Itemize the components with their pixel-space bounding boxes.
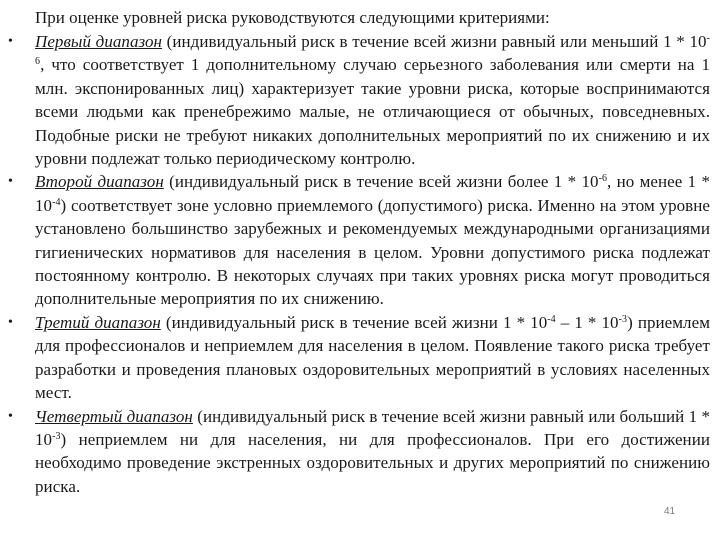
bullet-icon: •	[8, 34, 13, 49]
criteria-text: – 1 * 10	[555, 312, 619, 332]
criteria-term: Третий диапазон	[35, 312, 161, 332]
criteria-item-second	[8, 170, 710, 310]
criteria-list	[8, 30, 710, 498]
criteria-item-fourth	[8, 405, 710, 499]
criteria-text: , что соответствует 1 дополнительному случаю серьезного заболевания или смерти на 1 млн. экспонированных лиц) характеризует такие уровни риска, которые воспринимаются всеми людьми как пренебрежимо малые, не отличающиеся от обычных, повседневных. Подобные риски не требуют никаких дополнительных мероприятий по их снижению и их уровни подлежат только периодическому контролю.	[35, 55, 710, 169]
criteria-text: ) неприемлем ни для населения, ни для профессионалов. При его достижении необходимо проведение экстренных оздоровительных и других мероприятий по снижению риска.	[35, 429, 710, 496]
criteria-text: ) соответствует зоне условно приемлемого (допустимого) риска. Именно на этом уровне установлено большинство зарубежных и рекомендуемых международными организациями гигиенических нормативов для населения в целом. Уровни допустимого риска подлежат постоянному контролю. В некоторых случаях при таких уровнях риска могут проводиться дополнительные мероприятия по их снижению.	[35, 195, 710, 309]
criteria-text: (индивидуальный риск в течение всей жизни равный или больший 1 * 10	[35, 406, 710, 449]
criteria-text: ) приемлем для профессионалов и неприемлем для населения в целом. Появление такого риска требует разработки и проведения плановых оздоровительных мероприятий в условиях населенных мест.	[35, 312, 710, 403]
criteria-text: (индивидуальный риск в течение всей жизни 1 * 10	[160, 312, 548, 332]
criteria-text: , но менее 1 * 10	[35, 172, 710, 215]
criteria-item-first	[8, 30, 710, 170]
criteria-text: (индивидуальный риск в течение всей жизни более 1 * 10	[163, 172, 599, 192]
exponent: -3	[52, 430, 61, 442]
criteria-term: Четвертый диапазон	[35, 406, 193, 426]
page-number: 41	[664, 506, 676, 517]
intro-text: При оценке уровней риска руководствуются следующими критериями:	[35, 8, 550, 27]
bullet-icon: •	[8, 314, 13, 330]
exponent: -4	[547, 313, 556, 325]
criteria-term: Первый диапазон	[35, 32, 163, 51]
criteria-term: Второй диапазон	[35, 172, 164, 192]
criteria-text: (индивидуальный риск в течение всей жизни равный или меньший 1 * 10	[162, 32, 707, 51]
exponent: -6	[35, 33, 710, 68]
exponent: -4	[52, 196, 61, 208]
criteria-item-third	[8, 311, 710, 405]
exponent: -6	[598, 173, 607, 185]
bullet-icon: •	[8, 174, 13, 190]
exponent: -3	[618, 313, 628, 325]
bullet-icon: •	[8, 408, 13, 424]
